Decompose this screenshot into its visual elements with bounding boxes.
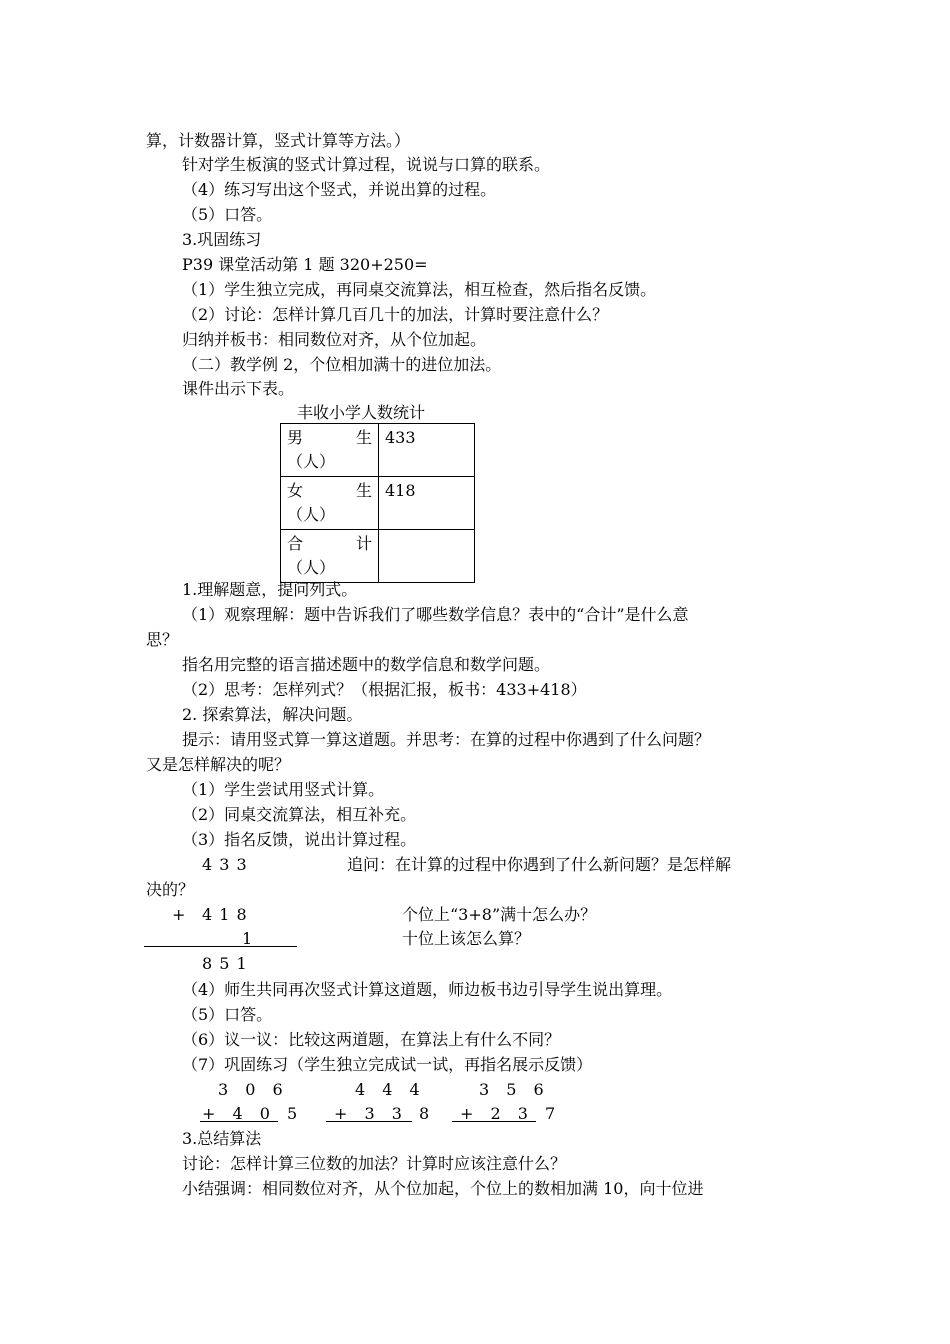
text-line: （2）讨论：怎样计算几百几十的加法，计算时要注意什么？	[182, 305, 609, 324]
text-line: （5）口答。	[182, 205, 273, 224]
text-line: 2. 探索算法，解决问题。	[182, 705, 363, 724]
text-line: 算，计数器计算，竖式计算等方法。）	[146, 131, 411, 150]
text-line: 提示：请用竖式算一算这道题。并思考：在算的过程中你遇到了什么问题？	[182, 730, 711, 749]
exercise-underline	[326, 1121, 412, 1122]
text-line: 决的？	[146, 880, 195, 899]
exercise-top: 3 0 6	[218, 1080, 289, 1099]
exercise-top: 3 5 6	[479, 1080, 550, 1099]
table-row	[281, 424, 475, 477]
question-line: 个位上“3+8”满十怎么办？	[402, 905, 597, 924]
exercise-top: 4 4 4	[355, 1080, 426, 1099]
text-line: （二）教学例 2，个位相加满十的进位加法。	[182, 355, 502, 374]
table-cell-label: 合 计 （人）	[281, 530, 379, 583]
section-heading: 3.总结算法	[182, 1129, 262, 1148]
text-line: 针对学生板演的竖式计算过程，说说与口算的联系。	[182, 155, 551, 174]
text-line: 指名用完整的语言描述题中的数学信息和数学问题。	[182, 655, 551, 674]
table-cell-value: 433	[379, 424, 475, 477]
text-line: 小结强调：相同数位对齐，从个位加起，个位上的数相加满 10，向十位进	[182, 1179, 704, 1198]
text-line: （4）师生共同再次竖式计算这道题，师边板书边引导学生说出算理。	[182, 980, 673, 999]
follow-up-question: 追问：在计算的过程中你遇到了什么新问题？是怎样解	[347, 855, 732, 874]
text-line: 归纳并板书：相同数位对齐，从个位加起。	[182, 330, 487, 349]
statistics-table	[280, 423, 475, 583]
exercise-bottom: + 4 0 5	[202, 1104, 304, 1123]
text-line: P39 课堂活动第 1 题 320+250=	[182, 255, 428, 274]
calc-result: 8 5 1	[202, 954, 247, 973]
text-line: （5）口答。	[182, 1005, 273, 1024]
text-line: （3）指名反馈，说出计算过程。	[182, 830, 417, 849]
calc-underline	[144, 946, 297, 947]
text-line: （2）思考：怎样列式？（根据汇报，板书：433+418）	[182, 680, 587, 699]
text-line: 讨论：怎样计算三位数的加法？计算时应该注意什么？	[182, 1154, 567, 1173]
calc-carry-digit: 1	[242, 929, 253, 948]
text-line: （1）观察理解：题中告诉我们了哪些数学信息？表中的“合计”是什么意	[182, 605, 689, 624]
text-line: 课件出示下表。	[182, 379, 295, 398]
text-line: （6）议一议：比较这两道题，在算法上有什么不同？	[182, 1030, 561, 1049]
table-cell-value	[379, 530, 475, 583]
text-line: 1.理解题意，提问列式。	[182, 580, 358, 599]
text-line: 又是怎样解决的呢？	[146, 755, 291, 774]
calc-top-number: 4 3 3	[202, 855, 247, 874]
exercise-underline	[452, 1121, 536, 1122]
calc-second-number: 4 1 8	[202, 905, 247, 924]
table-cell-label: 女 生 （人）	[281, 477, 379, 530]
text-line: （1）学生尝试用竖式计算。	[182, 780, 385, 799]
section-heading: 3.巩固练习	[182, 230, 262, 249]
calc-plus-sign: +	[172, 905, 186, 924]
text-line: （4）练习写出这个竖式，并说出算的过程。	[182, 180, 497, 199]
table-title: 丰收小学人数统计	[297, 403, 426, 422]
table-cell-label: 男 生 （人）	[281, 424, 379, 477]
table-cell-value: 418	[379, 477, 475, 530]
question-line: 十位上该怎么算？	[402, 929, 531, 948]
text-line: 思？	[146, 630, 179, 649]
text-line: （7）巩固练习（学生独立完成试一试，再指名展示反馈）	[182, 1055, 593, 1074]
table-row	[281, 477, 475, 530]
exercise-underline	[200, 1121, 278, 1122]
text-line: （1）学生独立完成，再同桌交流算法，相互检查，然后指名反馈。	[182, 280, 657, 299]
exercise-bottom: + 3 3 8	[334, 1104, 436, 1123]
text-line: （2）同桌交流算法，相互补充。	[182, 805, 417, 824]
table-row	[281, 530, 475, 583]
exercise-bottom: + 2 3 7	[460, 1104, 562, 1123]
